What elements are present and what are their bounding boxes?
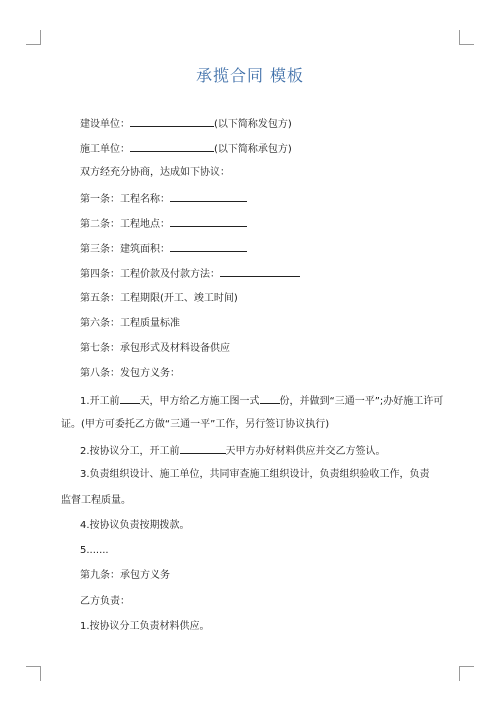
field-note: (以下简称承包方) [214, 144, 292, 155]
fill-blank[interactable] [220, 266, 300, 277]
fill-blank[interactable] [170, 241, 247, 252]
text-segment: 天，甲方给乙方施工图一式 [139, 396, 260, 407]
text-segment: 份，并做到“三通一平”;办好施工许可 [279, 396, 444, 407]
article-label: 第二条：工程地点： [80, 219, 170, 230]
article-4 [80, 266, 300, 281]
field-note: (以下简称发包方) [214, 119, 292, 130]
fill-blank[interactable] [260, 393, 280, 404]
crop-mark-bottom-left [26, 666, 41, 681]
employer-duty-3: 3.负责组织设计、施工单位，共同审查施工组织设计，负责组织验收工作，负责 [80, 469, 430, 480]
article-label: 第四条：工程价款及付款方法： [80, 269, 220, 280]
employer-duty-2 [80, 443, 386, 458]
text-segment: 2.按协议分工，开工前 [80, 446, 180, 457]
crop-mark-top-left [26, 30, 41, 45]
crop-mark-top-right [459, 30, 474, 45]
fill-blank[interactable] [170, 191, 247, 202]
employer-duty-5: 5....... [80, 545, 109, 556]
article-label: 第三条：建筑面积： [80, 244, 170, 255]
field-contractor-builder [80, 141, 292, 156]
field-label: 施工单位： [80, 144, 130, 155]
article-1 [80, 191, 247, 206]
agreement-intro: 双方经充分协商，达成如下协议： [80, 167, 230, 178]
article-6: 第六条：工程质量标准 [80, 318, 180, 329]
article-8: 第八条：发包方义务： [80, 368, 180, 379]
field-label: 建设单位： [80, 119, 130, 130]
crop-mark-bottom-right [459, 666, 474, 681]
article-5: 第五条：工程期限(开工、竣工时间) [80, 293, 238, 304]
article-label: 第一条：工程名称： [80, 194, 170, 205]
fill-blank[interactable] [130, 141, 214, 152]
document-title: 承揽合同 模板 [195, 66, 305, 85]
article-2 [80, 216, 247, 231]
employer-duty-1 [80, 393, 443, 408]
fill-blank[interactable] [180, 443, 226, 454]
article-7: 第七条：承包形式及材料设备供应 [80, 343, 230, 354]
contractor-responsibilities-heading: 乙方负责： [80, 596, 130, 607]
article-3 [80, 241, 247, 256]
employer-duty-3-continued: 监督工程质量。 [61, 495, 131, 506]
employer-duty-4: 4.按协议负责按期拨款。 [80, 520, 190, 531]
fill-blank[interactable] [120, 393, 140, 404]
text-segment: 天甲方办好材料供应并交乙方签认。 [225, 446, 386, 457]
contractor-duty-1: 1.按协议分工负责材料供应。 [80, 621, 210, 632]
article-9: 第九条：承包方义务 [80, 570, 170, 581]
fill-blank[interactable] [170, 216, 247, 227]
field-contractor-owner [80, 116, 292, 131]
employer-duty-1-continued: 证。(甲方可委托乙方做“三通一平”工作，另行签订协议执行) [61, 419, 330, 430]
fill-blank[interactable] [130, 116, 214, 127]
text-segment: 1.开工前 [80, 396, 120, 407]
